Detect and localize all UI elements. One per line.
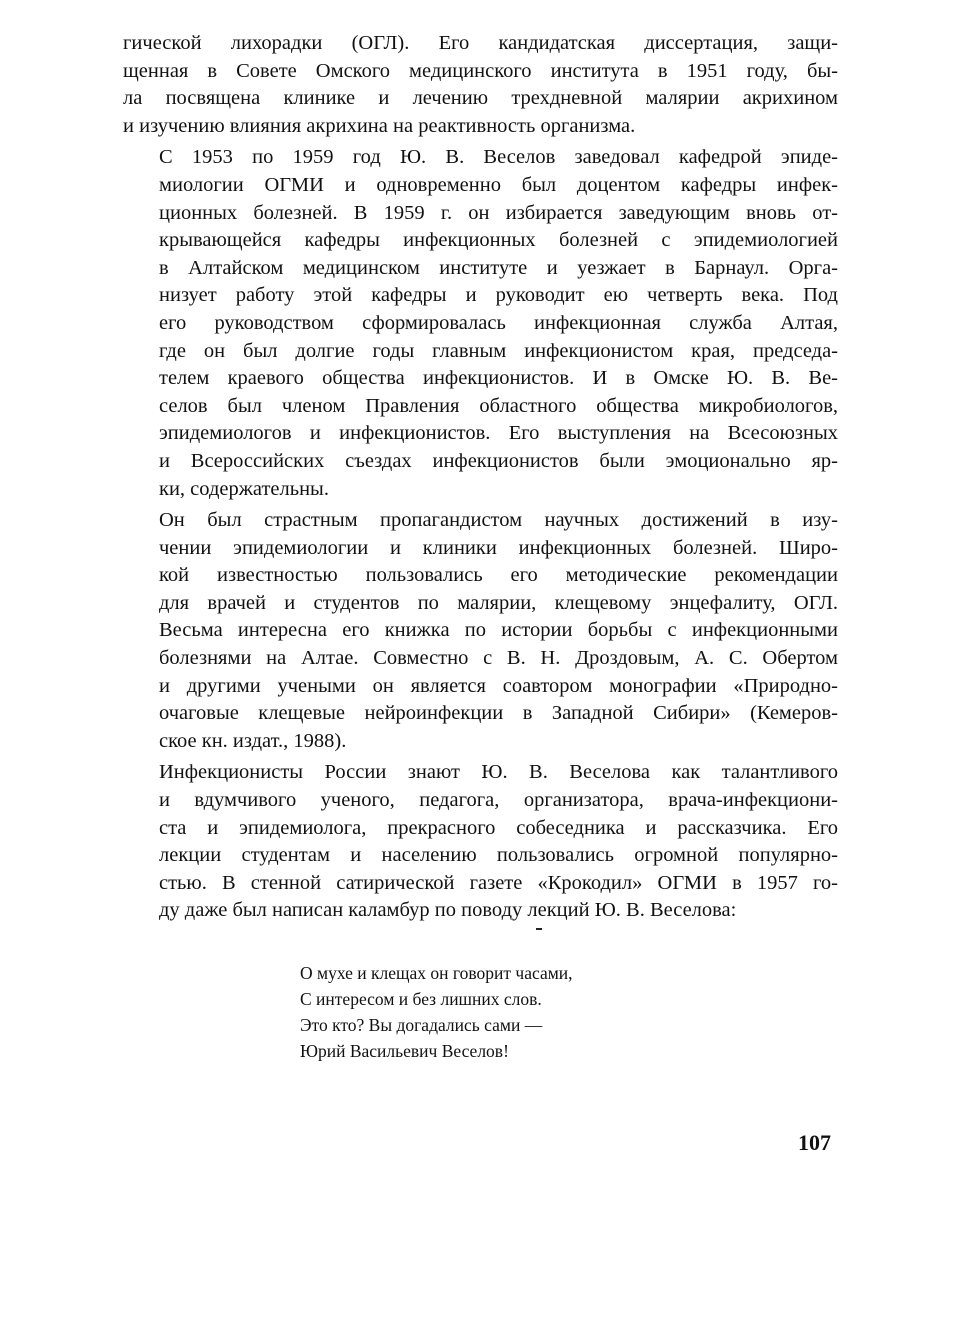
text-line: ла посвящена клинике и лечению трехдневной малярии акрихином — [123, 87, 838, 110]
text-line: и Всероссийских съездах инфекционистов были эмоционально яр- — [159, 449, 838, 472]
text-line: где он был долгие годы главным инфекционистом края, председа- — [159, 339, 838, 362]
paragraph — [123, 507, 838, 755]
poem-line: О мухе и клещах он говорит часами, — [300, 963, 573, 983]
text-line: щенная в Совете Омского медицинского института в 1951 году, бы- — [123, 59, 838, 82]
text-line: миологии ОГМИ и одновременно был доцентом кафедры инфек- — [159, 173, 838, 196]
text-line: Инфекционисты России знают Ю. В. Веселова как талантливого — [159, 761, 838, 784]
text-line: ционных болезней. В 1959 г. он избирается заведующим вновь от- — [159, 201, 838, 224]
text-line: ское кн. издат., 1988). — [159, 729, 347, 752]
text-line: Он был страстным пропагандистом научных достижений в изу- — [159, 509, 838, 532]
poem-line: Юрий Васильевич Веселов! — [300, 1041, 509, 1061]
body-text — [123, 30, 838, 925]
text-line: гической лихорадки (ОГЛ). Его кандидатская диссертация, защи- — [123, 32, 838, 54]
poem — [300, 960, 573, 1064]
text-line: телем краевого общества инфекционистов. И в Омске Ю. В. Ве- — [159, 367, 838, 390]
text-line: стью. В стенной сатирической газете «Крокодил» ОГМИ в 1957 го- — [159, 871, 838, 894]
text-line: ста и эпидемиолога, прекрасного собеседника и рассказчика. Его — [159, 816, 838, 839]
paragraph — [123, 30, 838, 140]
page-number: 107 — [798, 1130, 831, 1155]
text-line: в Алтайском медицинском институте и уезжает в Барнаул. Орга- — [159, 256, 838, 279]
text-line: лекции студентам и населению пользовались огромной популярно- — [159, 844, 838, 867]
poem-line: С интересом и без лишних слов. — [300, 989, 542, 1009]
text-line: болезнями на Алтае. Совместно с В. Н. Дроздовым, А. С. Обертом — [159, 647, 838, 670]
text-line: ду даже был написан каламбур по поводу лекций Ю. В. Веселова: — [159, 899, 737, 922]
text-line: крывающейся кафедры инфекционных болезней с эпидемиологией — [159, 229, 838, 252]
text-line: эпидемиологов и инфекционистов. Его выступления на Всесоюзных — [159, 422, 838, 445]
text-line: селов был членом Правления областного общества микробиологов, — [159, 394, 838, 417]
text-line: и другими учеными он является соавтором монографии «Природно- — [159, 674, 838, 697]
stray-mark — [536, 928, 542, 930]
text-line: Весьма интересна его книжка по истории борьбы с инфекционными — [159, 619, 838, 642]
text-line: низует работу этой кафедры и руководит ею четверть века. Под — [159, 284, 838, 307]
text-line: кой известностью пользовались его методические рекомендации — [159, 564, 838, 587]
text-line: и вдумчивого ученого, педагога, организатора, врача-инфекциони- — [159, 789, 838, 812]
paragraph — [123, 144, 838, 503]
text-line: для врачей и студентов по малярии, клещевому энцефалиту, ОГЛ. — [159, 591, 838, 614]
text-line: ки, содержательны. — [159, 477, 329, 500]
text-line: его руководством сформировалась инфекционная служба Алтая, — [159, 311, 838, 334]
text-line: С 1953 по 1959 год Ю. В. Веселов заведовал кафедрой эпиде- — [159, 146, 838, 169]
text-line: чении эпидемиологии и клиники инфекционных болезней. Широ- — [159, 536, 838, 559]
text-line: и изучению влияния акрихина на реактивность организма. — [123, 114, 636, 137]
paragraph — [123, 759, 838, 925]
poem-line: Это кто? Вы догадались сами — — [300, 1015, 543, 1035]
text-line: очаговые клещевые нейроинфекции в Западной Сибири» (Кемеров- — [159, 702, 838, 725]
